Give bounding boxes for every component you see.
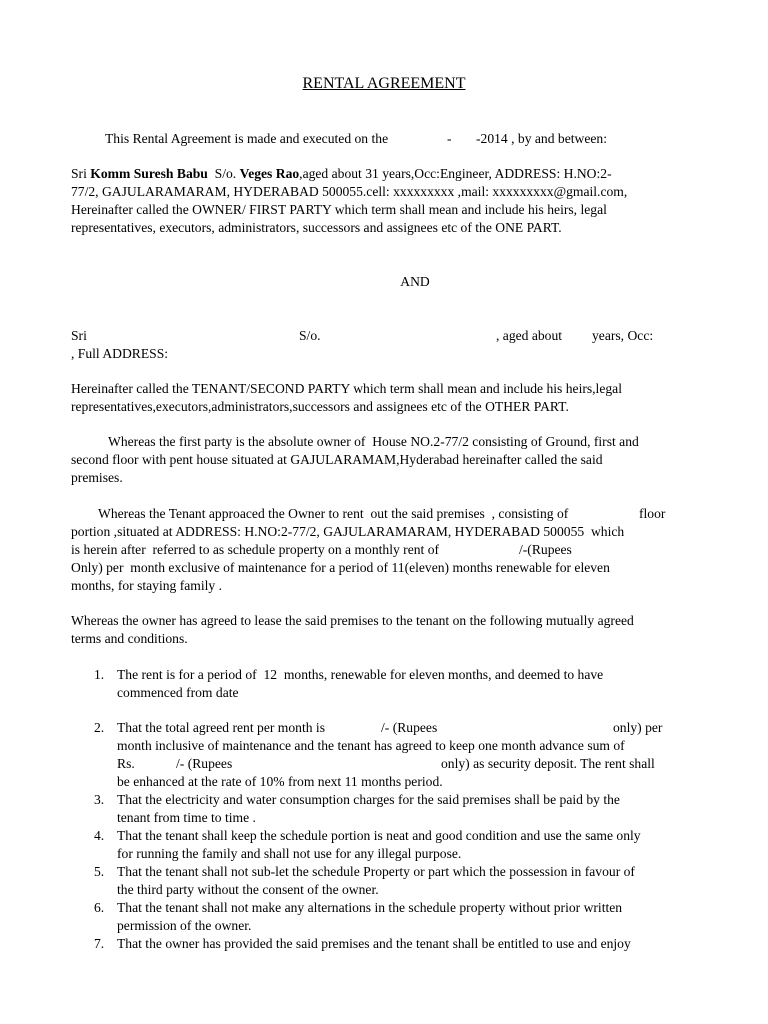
term-line: That the tenant shall not make any alternations in the schedule property without prior written	[117, 900, 623, 915]
term-line: That the electricity and water consumption charges for the said premises shall be paid by the	[117, 792, 620, 807]
term-number: 3.	[94, 792, 105, 807]
document-title: RENTAL AGREEMENT	[302, 75, 466, 92]
term-number: 1.	[94, 667, 105, 682]
term-line: tenant from time to time .	[117, 810, 256, 825]
owner-details: ,aged about 31 years,Occ:Engineer, ADDRESS: H.NO:2-	[299, 166, 612, 181]
term-line: month inclusive of maintenance and the tenant has agreed to keep one month advance sum of	[117, 738, 625, 753]
whereas1-line-2: second floor with pent house situated at GAJULARAMAM,Hyderabad hereinafter called the said	[71, 452, 603, 467]
whereas1-line-3: premises.	[71, 470, 123, 485]
term-line-rupees: /- (Rupees	[176, 756, 233, 771]
tenant-aged: , aged about	[496, 328, 563, 343]
term-line: That the owner has provided the said premises and the tenant shall be entitled to use and enjoy	[117, 936, 631, 951]
term-line: only) as security deposit. The rent shall	[441, 756, 655, 771]
term-line: The rent is for a period of 12 months, renewable for eleven months, and deemed to have	[117, 667, 604, 682]
owner-line-4: representatives, executors, administrators, successors and assignees etc of the ONE PART.	[71, 220, 562, 235]
whereas2-line-2: portion ,situated at ADDRESS: H.NO:2-77/2, GAJULARAMARAM, HYDERABAD 500055 which	[71, 524, 625, 539]
and-separator: AND	[400, 274, 430, 289]
owner-name: Komm Suresh Babu	[90, 166, 208, 181]
whereas2-line-5: months, for staying family .	[71, 578, 223, 593]
term-number: 4.	[94, 828, 105, 843]
tenant-years-occ: years, Occ:	[592, 328, 654, 343]
whereas2-line-1: Whereas the Tenant approaced the Owner to rent out the said premises , consisting of	[98, 506, 569, 521]
whereas2-floor: floor	[639, 506, 666, 521]
term-line: for running the family and shall not use for any illegal purpose.	[117, 846, 462, 861]
whereas3-line-2: terms and conditions.	[71, 631, 188, 646]
term-line: commenced from date	[117, 685, 239, 700]
term-line: the third party without the consent of the owner.	[117, 882, 379, 897]
term-line-rs: Rs.	[117, 756, 135, 771]
owner-line-3: Hereinafter called the OWNER/ FIRST PARTY which term shall mean and include his heirs, legal	[71, 202, 607, 217]
term-number: 5.	[94, 864, 105, 879]
term-line: That the tenant shall not sub-let the schedule Property or part which the possession in favour of	[117, 864, 635, 879]
term-line-rupees: /- (Rupees	[381, 720, 438, 735]
term-line: permission of the owner.	[117, 918, 252, 933]
tenant-line-4: representatives,executors,administrators,successors and assignees etc of the OTHER PART.	[71, 399, 569, 414]
intro-date-dash: -	[447, 131, 452, 146]
whereas2-rupees: /-(Rupees	[519, 542, 572, 557]
whereas2-line-3: is herein after referred to as schedule property on a monthly rent of	[71, 542, 440, 557]
intro-year: -2014 , by and between:	[476, 131, 607, 146]
term-number: 2.	[94, 720, 105, 735]
tenant-so: S/o.	[299, 328, 321, 343]
owner-sri: Sri	[71, 166, 87, 181]
whereas2-line-4: Only) per month exclusive of maintenance for a period of 11(eleven) months renewable for eleven	[71, 560, 610, 575]
tenant-sri: Sri	[71, 328, 87, 343]
term-number: 7.	[94, 936, 105, 951]
term-line-only: only) per	[613, 720, 663, 735]
owner-so: S/o.	[214, 166, 237, 181]
term-number: 6.	[94, 900, 105, 915]
term-line: That the tenant shall keep the schedule portion is neat and good condition and use the same only	[117, 828, 641, 843]
whereas3-line-1: Whereas the owner has agreed to lease the said premises to the tenant on the following mutually agreed	[71, 613, 634, 628]
owner-father: Veges Rao	[239, 166, 300, 181]
tenant-line-3: Hereinafter called the TENANT/SECOND PARTY which term shall mean and include his heirs,legal	[71, 381, 622, 396]
tenant-address: , Full ADDRESS:	[71, 346, 169, 361]
owner-line-1	[71, 165, 612, 183]
owner-line-2: 77/2, GAJULARAMARAM, HYDERABAD 500055.cell: xxxxxxxxx ,mail: xxxxxxxxx@gmail.com,	[71, 184, 628, 199]
term-line: That the total agreed rent per month is	[117, 720, 325, 735]
intro-text: This Rental Agreement is made and executed on the	[105, 131, 389, 146]
term-line: be enhanced at the rate of 10% from next 11 months period.	[117, 774, 443, 789]
whereas1-line-1: Whereas the first party is the absolute owner of House NO.2-77/2 consisting of Ground, first and	[108, 434, 639, 449]
